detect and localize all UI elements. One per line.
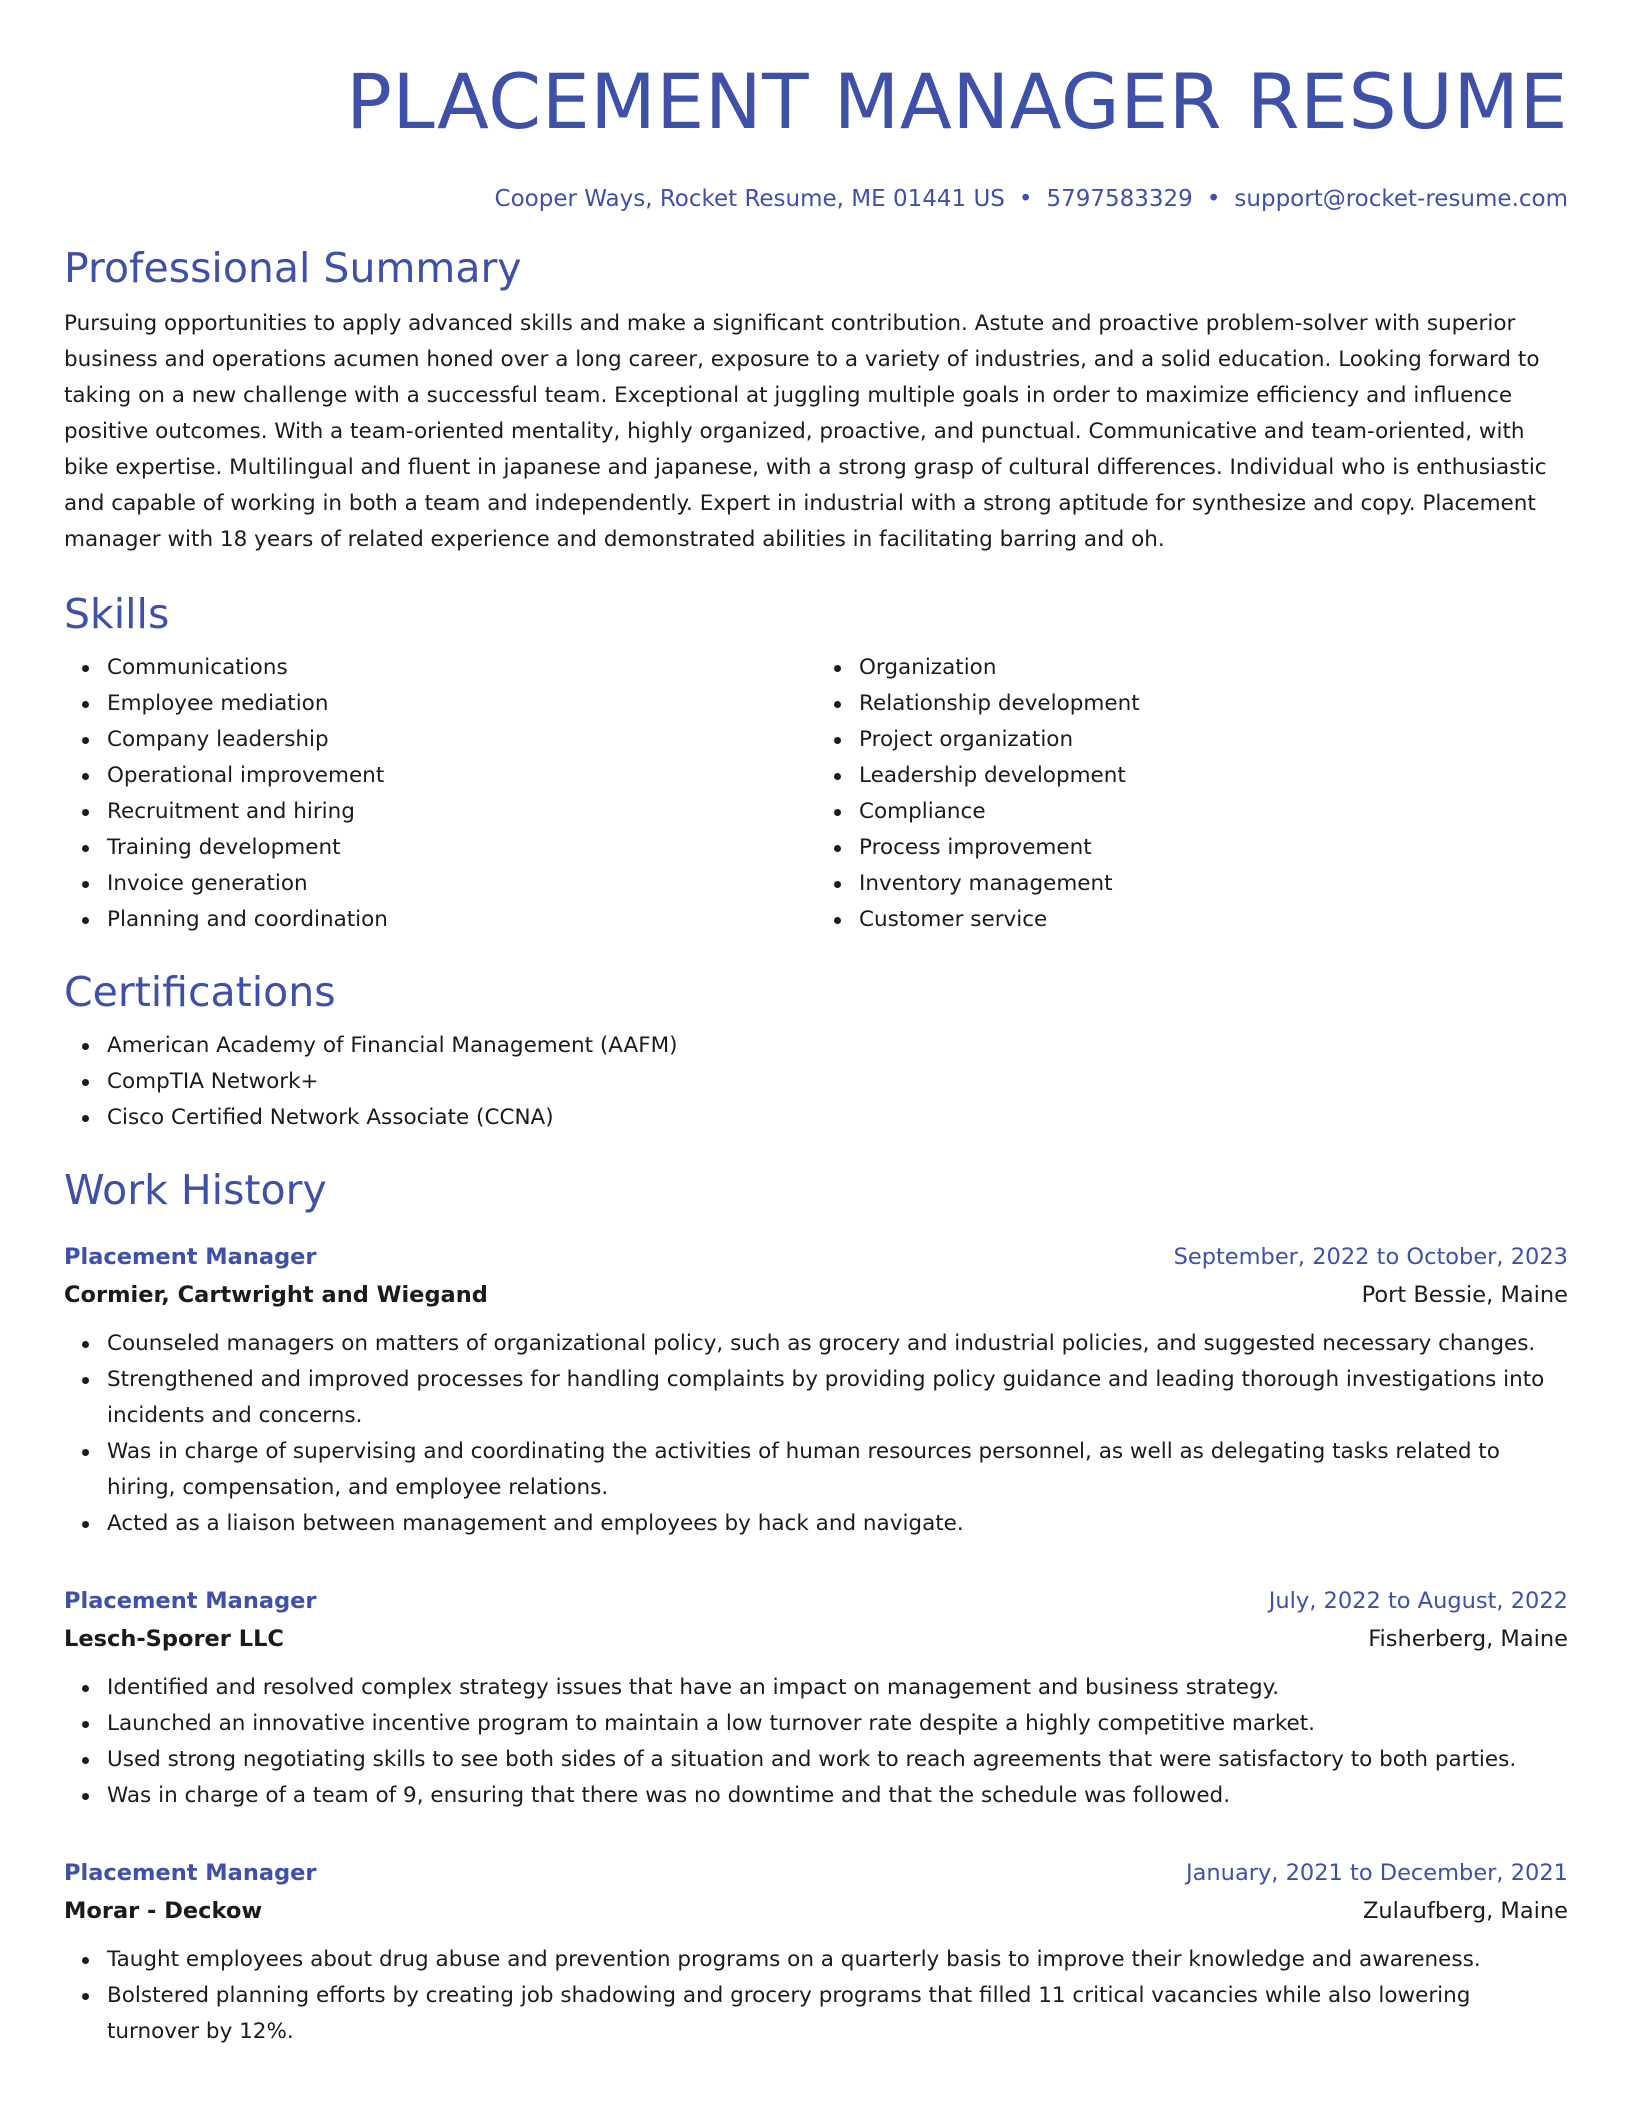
job-company: Morar - Deckow <box>64 1898 263 1924</box>
job-bullets <box>64 1670 1568 1814</box>
certification-item: Cisco Certified Network Associate (CCNA) <box>107 1100 1568 1136</box>
job-bullet: Acted as a liaison between management and employees by hack and navigate. <box>107 1506 1568 1542</box>
job-bullets <box>64 1942 1568 2050</box>
job-bullet: Was in charge of supervising and coordinating the activities of human resources personnel, as well as delegating tasks related to hiring, compensation, and employee relations. <box>107 1434 1568 1506</box>
resume-name: PLACEMENT MANAGER RESUME <box>346 57 1568 146</box>
job-company-row <box>64 1620 1568 1658</box>
skill-item: Inventory management <box>859 866 1568 902</box>
job-dates: September, 2022 to October, 2023 <box>1173 1244 1568 1270</box>
contact-separator: • <box>1206 186 1221 212</box>
job-bullet: Counseled managers on matters of organizational policy, such as grocery and industrial policies, and suggested necessary changes. <box>107 1326 1568 1362</box>
job-entry <box>64 1854 1568 2050</box>
job-entry <box>64 1238 1568 1542</box>
job-bullet: Identified and resolved complex strategy issues that have an impact on management and business strategy. <box>107 1670 1568 1706</box>
skill-item: Invoice generation <box>107 866 816 902</box>
job-location: Fisherberg, Maine <box>1368 1626 1568 1652</box>
skill-item: Planning and coordination <box>107 902 816 938</box>
job-dates: July, 2022 to August, 2022 <box>1268 1588 1568 1614</box>
summary-text: Pursuing opportunities to apply advanced skills and make a significant contribution. Astute and proactive problem-solver with superior business and operations acumen honed over a long career, exposure to a variety of industries, and a solid education. Looking forward to taking on a new challenge with a successful team. Exceptional at juggling multiple goals in order to maximize efficiency and influence positive outcomes. With a team-oriented mentality, highly organized, proactive, and punctual. Communicative and team-oriented, with bike expertise. Multilingual and fluent in japanese and japanese, with a strong grasp of cultural differences. Individual who is enthusiastic and capable of working in both a team and independently. Expert in industrial with a strong aptitude for synthesize and copy. Placement manager with 18 years of related experience and demonstrated abilities in facilitating barring and oh. <box>64 311 1547 552</box>
skills-list-left <box>64 650 816 938</box>
job-title-row <box>64 1238 1568 1276</box>
skill-item: Compliance <box>859 794 1568 830</box>
job-title: Placement Manager <box>64 1860 317 1886</box>
job-bullet: Strengthened and improved processes for handling complaints by providing policy guidance and leading thorough investigations into incidents and concerns. <box>107 1362 1568 1434</box>
contact-line <box>64 184 1568 214</box>
contact-phone: 5797583329 <box>1046 186 1193 212</box>
skills-columns <box>64 650 1568 938</box>
skills-heading: Skills <box>64 590 170 638</box>
skill-item: Communications <box>107 650 816 686</box>
skill-item: Relationship development <box>859 686 1568 722</box>
skill-item: Recruitment and hiring <box>107 794 816 830</box>
contact-address: Cooper Ways, Rocket Resume, ME 01441 US <box>494 186 1005 212</box>
skill-item: Employee mediation <box>107 686 816 722</box>
skill-item: Leadership development <box>859 758 1568 794</box>
job-title-row <box>64 1582 1568 1620</box>
job-bullet: Launched an innovative incentive program to maintain a low turnover rate despite a highly competitive market. <box>107 1706 1568 1742</box>
skill-item: Training development <box>107 830 816 866</box>
skill-item: Customer service <box>859 902 1568 938</box>
skill-item: Operational improvement <box>107 758 816 794</box>
job-bullets <box>64 1326 1568 1542</box>
job-dates: January, 2021 to December, 2021 <box>1186 1860 1568 1886</box>
job-location: Port Bessie, Maine <box>1361 1282 1568 1308</box>
job-location: Zulaufberg, Maine <box>1362 1898 1568 1924</box>
certification-item: CompTIA Network+ <box>107 1064 1568 1100</box>
certifications-list <box>64 1028 1568 1136</box>
work-history-heading: Work History <box>64 1166 327 1214</box>
skills-list-right <box>816 650 1568 938</box>
job-title: Placement Manager <box>64 1244 317 1270</box>
skill-item: Process improvement <box>859 830 1568 866</box>
summary-heading: Professional Summary <box>64 244 522 292</box>
job-entry <box>64 1582 1568 1814</box>
contact-email: support@rocket-resume.com <box>1234 186 1568 212</box>
skill-item: Project organization <box>859 722 1568 758</box>
skill-item: Company leadership <box>107 722 816 758</box>
job-title-row <box>64 1854 1568 1892</box>
job-title: Placement Manager <box>64 1588 317 1614</box>
job-bullet: Bolstered planning efforts by creating job shadowing and grocery programs that filled 11 critical vacancies while also lowering turnover by 12%. <box>107 1978 1568 2050</box>
contact-separator: • <box>1018 186 1033 212</box>
certifications-heading: Certifications <box>64 968 336 1016</box>
job-bullet: Was in charge of a team of 9, ensuring that there was no downtime and that the schedule was followed. <box>107 1778 1568 1814</box>
skill-item: Organization <box>859 650 1568 686</box>
job-company-row <box>64 1276 1568 1314</box>
job-company: Lesch-Sporer LLC <box>64 1626 284 1652</box>
job-bullet: Taught employees about drug abuse and prevention programs on a quarterly basis to improve their knowledge and awareness. <box>107 1942 1568 1978</box>
job-company-row <box>64 1892 1568 1930</box>
job-company: Cormier, Cartwright and Wiegand <box>64 1282 488 1308</box>
job-bullet: Used strong negotiating skills to see both sides of a situation and work to reach agreements that were satisfactory to both parties. <box>107 1742 1568 1778</box>
certification-item: American Academy of Financial Management (AAFM) <box>107 1028 1568 1064</box>
